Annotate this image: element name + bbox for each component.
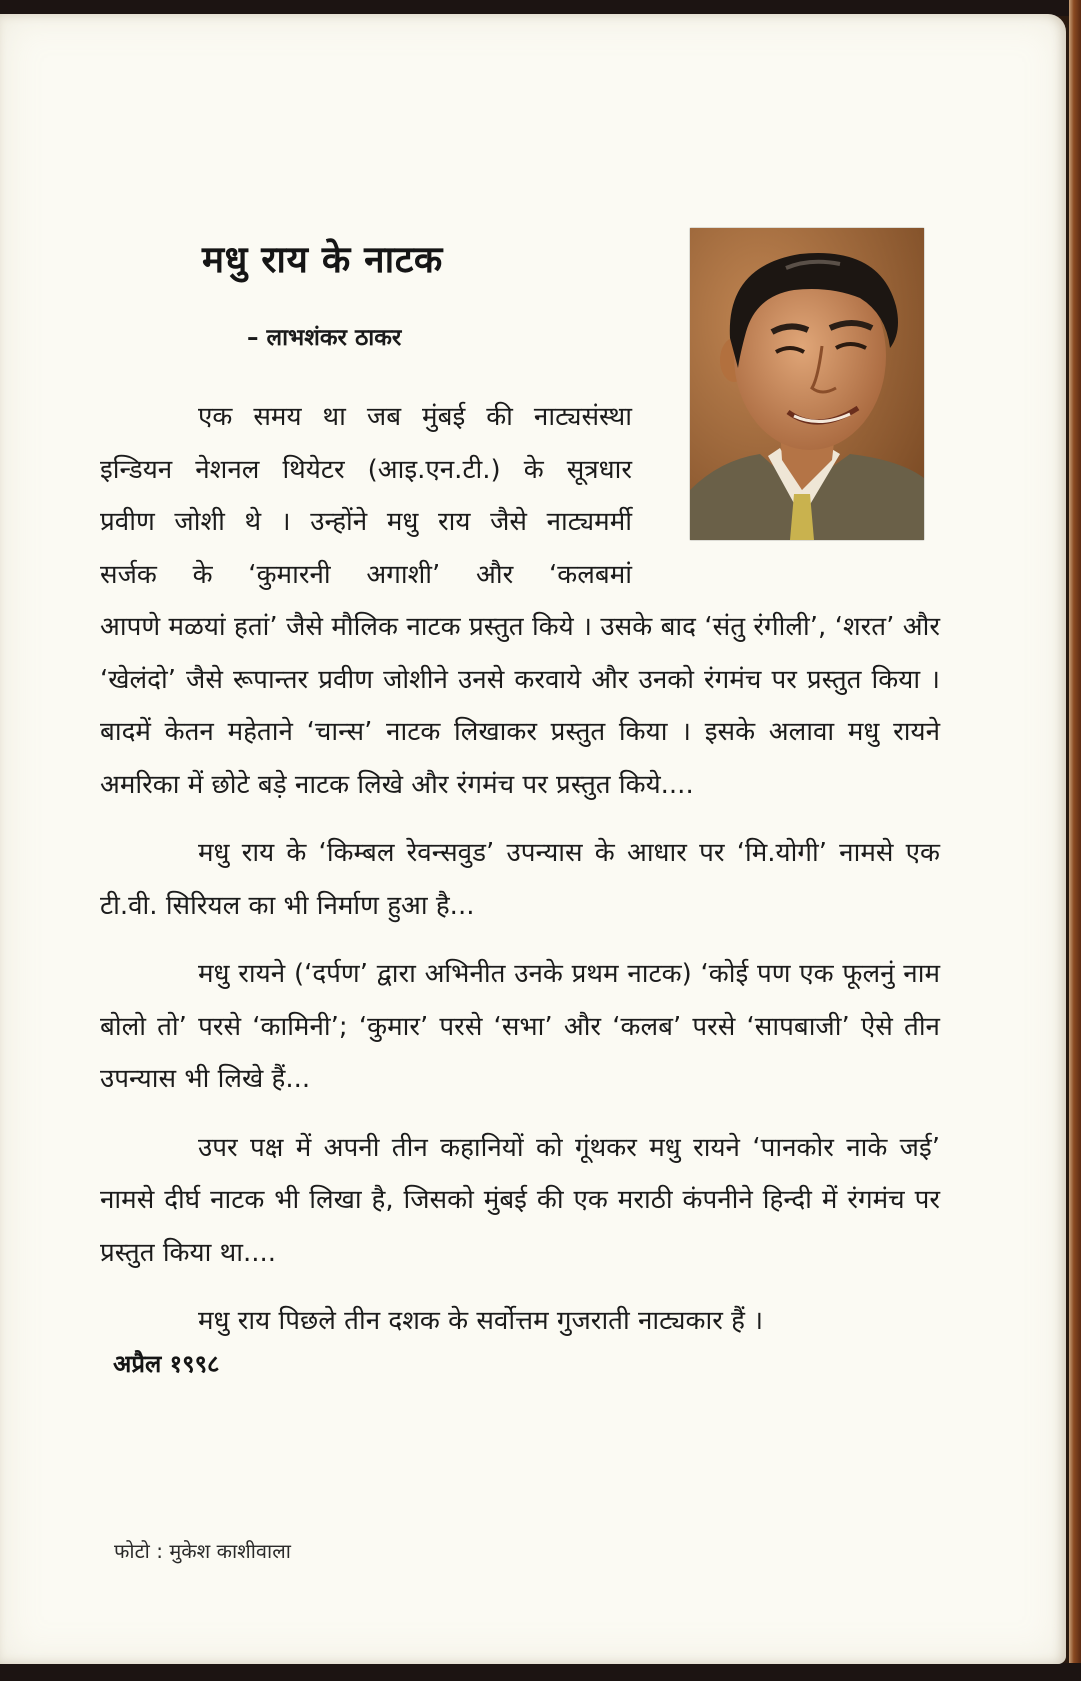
publication-date: अप्रैल १९९८ — [113, 1350, 220, 1378]
page-title: मधु राय के नाटक — [202, 238, 443, 281]
paragraph-1 — [100, 391, 940, 811]
paragraph-5: मधु राय पिछले तीन दशक के सर्वोत्तम गुजराती नाट्यकार हैं । — [198, 1306, 764, 1336]
book-back-cover — [0, 14, 1066, 1664]
scan-bottom-edge — [0, 1663, 1081, 1681]
text-line: सर्जक के ‘कुमारनी अगाशी’ और ‘कलबमां — [100, 559, 632, 590]
text-line: एक समय था जब मुंबई की नाट्यसंस्था — [198, 402, 632, 432]
author-byline: – लाभशंकर ठाकर — [247, 325, 402, 351]
paragraph-3: मधु रायने (‘दर्पण’ द्वारा अभिनीत उनके प्रथम नाटक) ‘कोई पण एक फूलनुं नाम बोलो तो’ परसे ‘कामिनी’; ‘कुमार’ परसे ‘सभा’ और ‘कलब’ परसे ‘सापबाजी’ ऐसे तीन उपन्यास भी लिखे हैं... — [100, 959, 940, 1094]
book-spine-edge — [1069, 0, 1081, 1681]
text-line: प्रवीण जोशी थे । उन्होंने मधु राय जैसे नाट्यमर्मी — [100, 507, 632, 537]
text-line: आपणे मळयां हतां’ जैसे मौलिक नाटक प्रस्तुत किये । उसके बाद ‘संतु रंगीली’, ‘शरत’ और ‘खेलंदो’ जैसे रूपान्तर प्रवीण जोशीने उनसे करवाये और उनको रंगमंच पर प्रस्तुत किया । बादमें केतन महेताने ‘चान्स’ नाटक लिखाकर प्रस्तुत किया । इसके अलावा मधु रायने अमरिका में छोटे बड़े नाटक लिखे और रंगमंच पर प्रस्तुत किये.... — [100, 612, 940, 800]
paragraph-4: उपर पक्ष में अपनी तीन कहानियों को गूंथकर मधु रायने ‘पानकोर नाके जई’ नामसे दीर्घ नाटक भी लिखा है, जिसको मुंबई की एक मराठी कंपनीने हिन्दी में रंगमंच पर प्रस्तुत किया था.... — [100, 1132, 940, 1268]
paragraph-2: मधु राय के ‘किम्बल रेवन्सवुड’ उपन्यास के आधार पर ‘मि.योगी’ नामसे एक टी.वी. सिरियल का भी निर्माण हुआ है... — [100, 838, 940, 921]
photo-credit: फोटो : मुकेश काशीवाला — [114, 1539, 291, 1563]
text-line: इन्डियन नेशनल थियेटर (आइ.एन.टी.) के सूत्रधार — [100, 454, 632, 485]
description-text — [100, 391, 940, 1348]
